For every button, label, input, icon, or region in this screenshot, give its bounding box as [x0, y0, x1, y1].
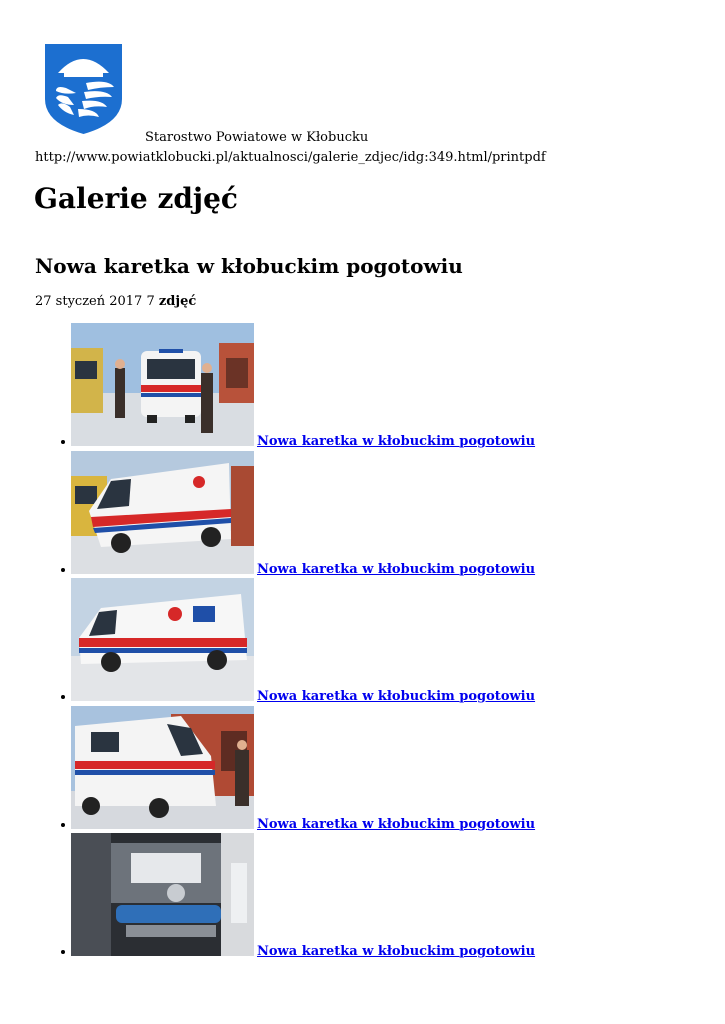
ambulance-interior-photo [71, 833, 254, 956]
gallery-item [0, 451, 725, 579]
ambulance-photo [71, 578, 254, 701]
gallery-photo-5[interactable] [71, 833, 254, 956]
gallery-photo-link[interactable]: Nowa karetka w kłobuckim pogotowiu [257, 689, 536, 704]
ambulance-photo [71, 706, 254, 829]
source-url: http://www.powiatklobucki.pl/aktualnosci/galerie_zdjec/idg:349.html/printpdf [35, 150, 546, 165]
gallery-item [0, 323, 725, 451]
gallery-title: Nowa karetka w kłobuckim pogotowiu [35, 254, 463, 278]
ambulance-photo [71, 323, 254, 446]
list-bullet [61, 568, 65, 572]
powiat-crest-logo [44, 43, 123, 135]
list-bullet [61, 695, 65, 699]
gallery-photo-link[interactable]: Nowa karetka w kłobuckim pogotowiu [257, 816, 536, 832]
gallery-photo-4[interactable] [71, 706, 254, 829]
gallery-item [0, 706, 725, 834]
list-bullet [61, 440, 65, 444]
page-title: Galerie zdjęć [34, 182, 238, 215]
gallery-photo-1[interactable] [71, 323, 254, 446]
powiat-klobucki-crest-icon [44, 43, 123, 135]
gallery-item [0, 833, 725, 961]
gallery-list [0, 323, 725, 961]
gallery-item [0, 578, 725, 706]
photo-count-label: zdjęć [158, 294, 197, 309]
gallery-photo-link[interactable]: Nowa karetka w kłobuckim pogotowiu [257, 561, 536, 577]
ambulance-photo [71, 451, 254, 574]
gallery-date: 27 styczeń 2017 [35, 294, 143, 309]
gallery-photo-link[interactable]: Nowa karetka w kłobuckim pogotowiu [257, 434, 536, 449]
gallery-photo-link[interactable]: Nowa karetka w kłobuckim pogotowiu [257, 944, 536, 959]
photo-count: 7 [146, 294, 155, 309]
list-bullet [61, 950, 65, 954]
list-bullet [61, 823, 65, 827]
site-name: Starostwo Powiatowe w Kłobucku [145, 130, 369, 145]
gallery-photo-2[interactable] [71, 451, 254, 574]
gallery-photo-3[interactable] [71, 578, 254, 701]
gallery-meta [35, 294, 196, 310]
